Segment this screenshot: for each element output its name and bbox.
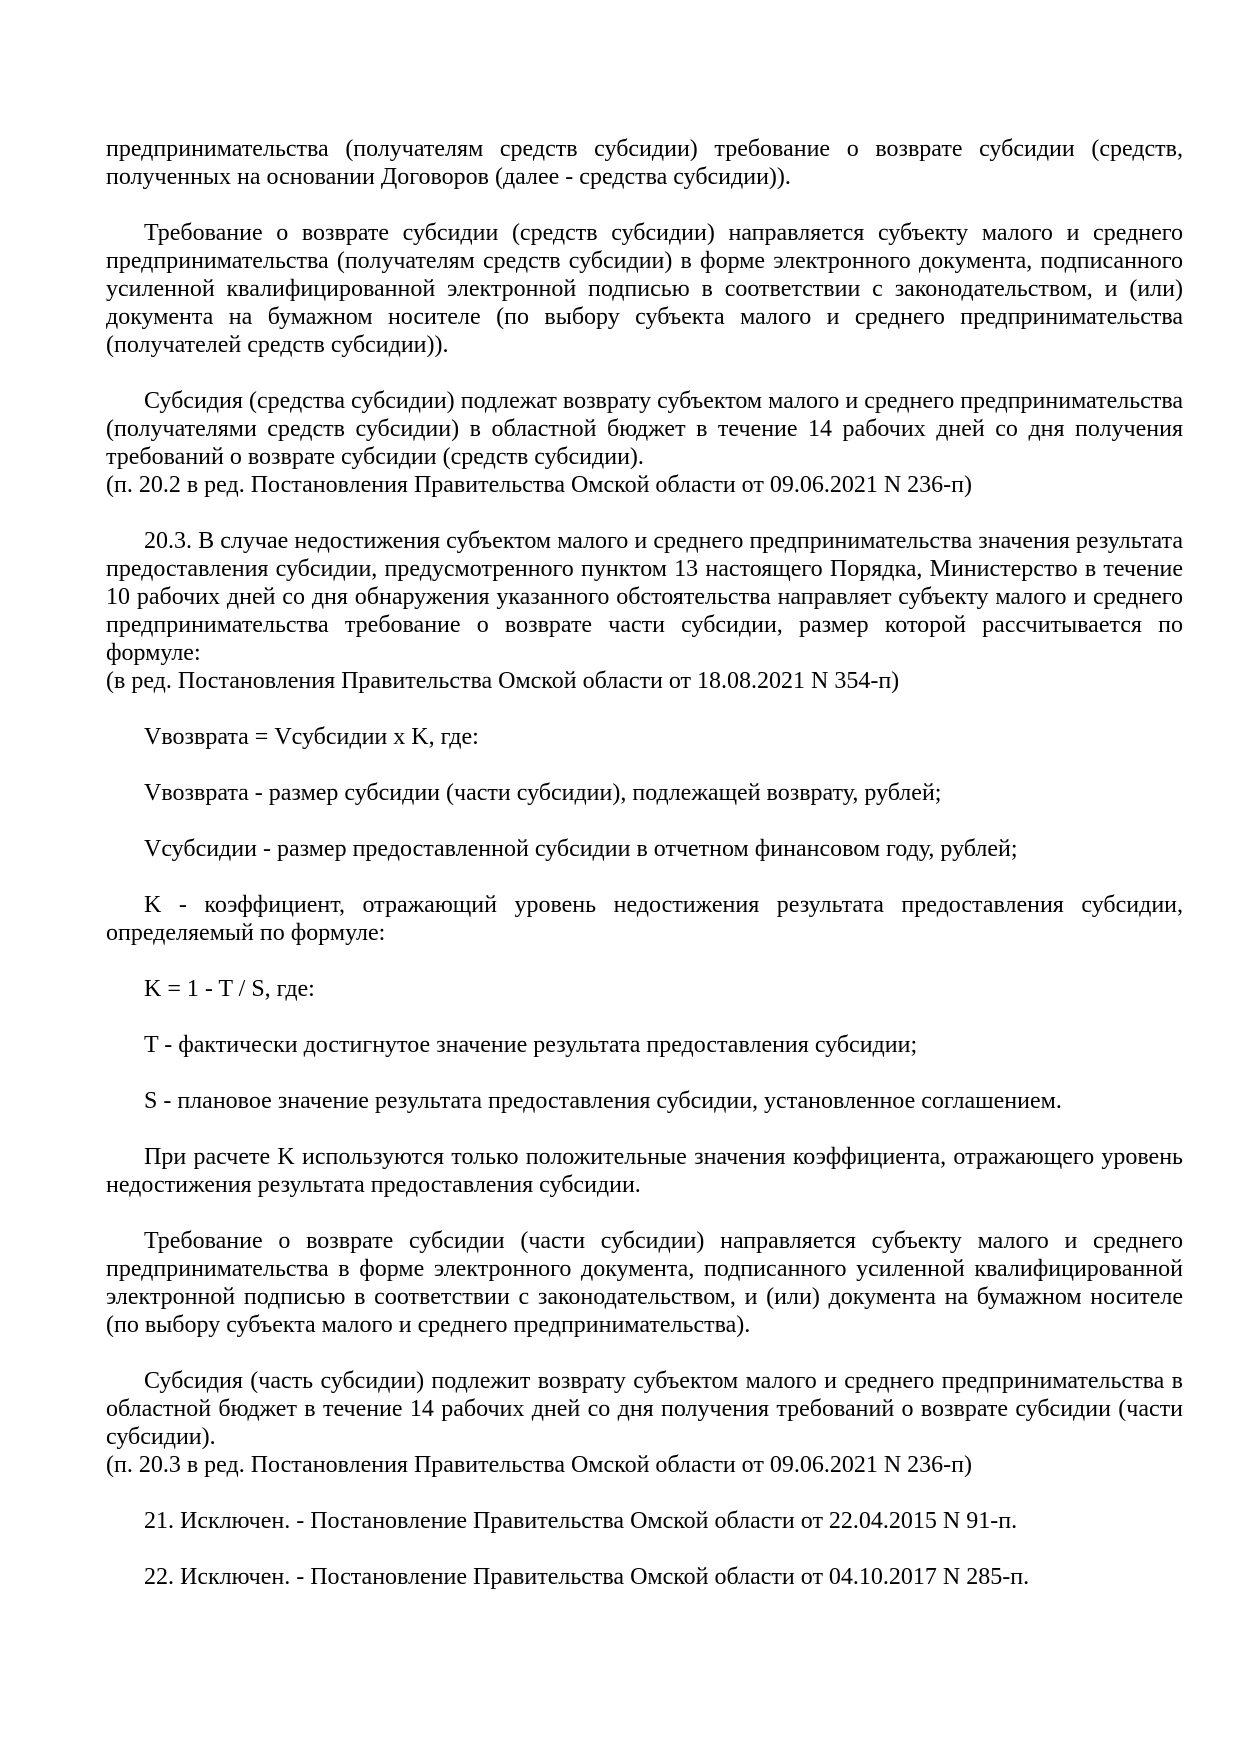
amendment-note-354: (в ред. Постановления Правительства Омской области от 18.08.2021 N 354-п) bbox=[106, 668, 900, 694]
paragraph-clause-21-excluded: 21. Исключен. - Постановление Правительства Омской области от 22.04.2015 N 91-п. bbox=[144, 1508, 1018, 1534]
definition-v-return: Vвозврата - размер субсидии (части субсидии), подлежащей возврату, рублей; bbox=[144, 780, 942, 806]
paragraph-k-calculation-rule: При расчете K используются только положительные значения коэффициента, отражающего уровень недостижения результата предоставления субсидии. bbox=[106, 1144, 1183, 1198]
paragraph-subsidy-return-term: Субсидия (средства субсидии) подлежат возврату субъектом малого и среднего предпринимательства (получателями средств субсидии) в областной бюджет в течение 14 рабочих дней со дня получения требований о возврате субсидии (средств субсидии). bbox=[106, 388, 1183, 470]
paragraph-clause-22-excluded: 22. Исключен. - Постановление Правительства Омской области от 04.10.2017 N 285-п. bbox=[144, 1564, 1030, 1590]
paragraph-clause-20-3: 20.3. В случае недостижения субъектом малого и среднего предпринимательства значения результата предоставления субсидии, предусмотренного пунктом 13 настоящего Порядка, Министерство в течение 10 рабочих дней со дня обнаружения указанного обстоятельства направляет субъекту малого и среднего предпринимательства требование о возврате части субсидии, размер которой рассчитывается по формуле: bbox=[106, 528, 1183, 666]
formula-v-return: Vвозврата = Vсубсидии x K, где: bbox=[144, 724, 479, 750]
paragraph-part-return-requirement: Требование о возврате субсидии (части субсидии) направляется субъекту малого и среднего предпринимательства в форме электронного документа, подписанного усиленной квалифицированной электронной подписью в соответствии с законодательством, и (или) документа на бумажном носителе (по выбору субъекта малого и среднего предпринимательства). bbox=[106, 1228, 1183, 1338]
amendment-note-clause-20-3: (п. 20.3 в ред. Постановления Правительства Омской области от 09.06.2021 N 236-п) bbox=[106, 1452, 972, 1478]
definition-t-value: T - фактически достигнутое значение результата предоставления субсидии; bbox=[144, 1032, 918, 1058]
paragraph-return-requirement: Требование о возврате субсидии (средств субсидии) направляется субъекту малого и среднего предпринимательства (получателям средств субсидии) в форме электронного документа, подписанного усиленной квалифицированной электронной подписью в соответствии с законодательством, и (или) документа на бумажном носителе (по выбору субъекта малого и среднего предпринимательства (получателей средств субсидии)). bbox=[106, 220, 1183, 358]
paragraph-continuation: предпринимательства (получателям средств субсидии) требование о возврате субсидии (средств, полученных на основании Договоров (далее - средства субсидии)). bbox=[106, 136, 1183, 190]
formula-k: K = 1 - T / S, где: bbox=[144, 976, 315, 1002]
amendment-note-clause-20-2: (п. 20.2 в ред. Постановления Правительства Омской области от 09.06.2021 N 236-п) bbox=[106, 472, 972, 498]
definition-k-coefficient: K - коэффициент, отражающий уровень недостижения результата предоставления субсидии, определяемый по формуле: bbox=[106, 892, 1183, 946]
definition-s-value: S - плановое значение результата предоставления субсидии, установленное соглашением. bbox=[144, 1088, 1062, 1114]
definition-v-subsidy: Vсубсидии - размер предоставленной субсидии в отчетном финансовом году, рублей; bbox=[144, 836, 1018, 862]
paragraph-part-return-term: Субсидия (часть субсидии) подлежит возврату субъектом малого и среднего предпринимательства в областной бюджет в течение 14 рабочих дней со дня получения требований о возврате субсидии (части субсидии). bbox=[106, 1368, 1183, 1450]
